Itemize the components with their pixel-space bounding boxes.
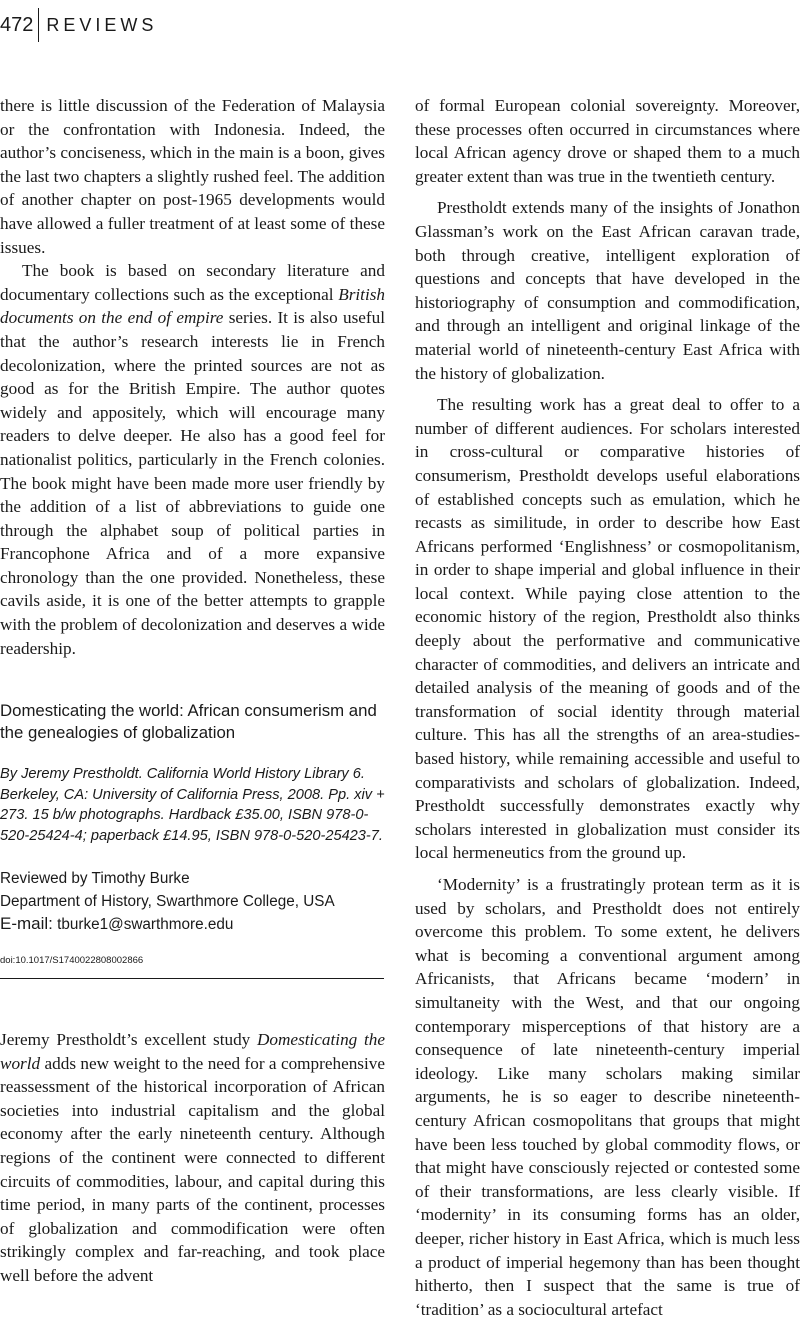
email-link[interactable]: tburke1@swarthmore.edu (57, 916, 234, 933)
right-column (415, 94, 800, 1321)
paragraph: Jeremy Prestholdt’s excellent study Domesticating the world adds new weight to the need for a comprehensive reassessment of the historical incorporation of African societies into industrial capitalism and the global economy after the early nineteenth century. Although regions of the continent were connected to different circuits of commodities, labour, and capital during this time period, in many parts of the continent, processes of globalization and commodification were often strikingly complex and far-reaching, and took place well before the advent (0, 1030, 385, 1285)
reviewer-name: Reviewed by Timothy Burke (0, 870, 190, 887)
email-label: E-mail: (0, 914, 53, 933)
paragraph: ‘Modernity’ is a frustratingly protean term as it is used by scholars, and Prestholdt does not entirely overcome this problem. To some extent, he delivers what is becoming a conventional argument among Africanists, that Africans became ‘modern’ in simultaneity with the West, and that our ongoing contemporary misperceptions of that history are a consequence of late nineteenth-century imperial ideology. Like many scholars making similar arguments, he is so eager to describe nineteenth-century African cosmopolitans that groups that might have been less touched by global commodity flows, or that might have consciously rejected or contested some of their transformations, are less clearly visible. If ‘modernity’ in its consuming forms has an older, deeper, richer history in East Africa, which is much less a product of imperial hegemony than has been thought hitherto, then I suspect that the same is true of ‘tradition’ as a sociocultural artefact (415, 875, 800, 1319)
paragraph: there is little discussion of the Federation of Malaysia or the confrontation with Indonesia. Indeed, the author’s conciseness, which in the main is a boon, gives the last two chapters a slightly rushed feel. The addition of another chapter on post-1965 developments would have allowed a fuller treatment of at least some of these issues. (0, 96, 385, 257)
paragraph: Prestholdt extends many of the insights of Jonathon Glassman’s work on the East African caravan trade, both through creative, intelligent exploration of questions and concepts that have developed in the historiography of consumption and commodification, and through an intelligent and original linkage of the material world of nineteenth-century East Africa with the history of globalization. (415, 198, 800, 383)
divider (0, 978, 384, 979)
italic-title: Domesticating the world (0, 1030, 385, 1073)
bibliographic-details: By Jeremy Prestholdt. California World History Library 6. Berkeley, CA: University of California Press, 2008. Pp. xiv + 273. 15 b/w photographs. Hardback £35.00, ISBN 978-0-520-25424-4; paperback £14.95, ISBN 978-0-520-25423-7. (0, 766, 385, 844)
paragraph: The resulting work has a great deal to offer to a number of different audiences. For scholars interested in cross-cultural or comparative histories of consumerism, Prestholdt develops useful elaborations of established concepts such as emulation, which he recasts as similitude, in order to describe how East Africans performed ‘Englishness’ or cosmopolitanism, in order to shape imperial and global influence in their local context. While paying close attention to the economic history of the region, Prestholdt also thinks deeply about the performative and communicative character of commodities, and delivers an intricate and detailed analysis of the meaning of goods and of the transformation of social identity through material culture. This has all the strengths of an area-studies-based history, while remaining accessible and useful to comparativists and scholars of globalization. Indeed, Prestholdt successfully demonstrates exactly why scholars interested in globalization must consider its local hermeneutics from the ground up. (415, 395, 800, 863)
section-title: REVIEWS (46, 14, 158, 35)
review-header (0, 700, 390, 979)
left-column-review-start (0, 1028, 385, 1288)
reviewer-affiliation: Department of History, Swarthmore College, USA (0, 892, 335, 910)
paragraph: of formal European colonial sovereignty. Moreover, these processes often occurred in circumstances where local African agency drove or shaped them to a much greater extent than was true in the twentieth century. (415, 96, 800, 186)
left-column (0, 94, 385, 660)
running-header (0, 8, 157, 42)
page-number: 472 (0, 13, 34, 36)
reviewer-info (0, 868, 390, 937)
italic-title: British documents on the end of empire (0, 284, 385, 328)
doi[interactable]: doi:10.1017/S1740022808002866 (0, 954, 144, 966)
reviewer-email-line (0, 913, 390, 937)
paragraph: The book is based on secondary literature and documentary collections such as the exceptional British documents on the end of empire series. It is also useful that the author’s research interests lie in French decolonization, where the printed sources are not as good as for the British Empire. The author quotes widely and appositely, which will encourage many readers to delve deeper. He also has a good feel for nationalist politics, particularly in the French colonies. The book might have been made more user friendly by the addition of a list of abbreviations to guide one through the alphabet soup of political parties in Francophone Africa and of a more expansive chronology than the one provided. Nonetheless, these cavils aside, it is one of the better attempts to grapple with the problem of decolonization and deserves a wide readership. (0, 261, 385, 658)
review-title: Domesticating the world: African consumerism and the genealogies of globalization (0, 701, 377, 742)
